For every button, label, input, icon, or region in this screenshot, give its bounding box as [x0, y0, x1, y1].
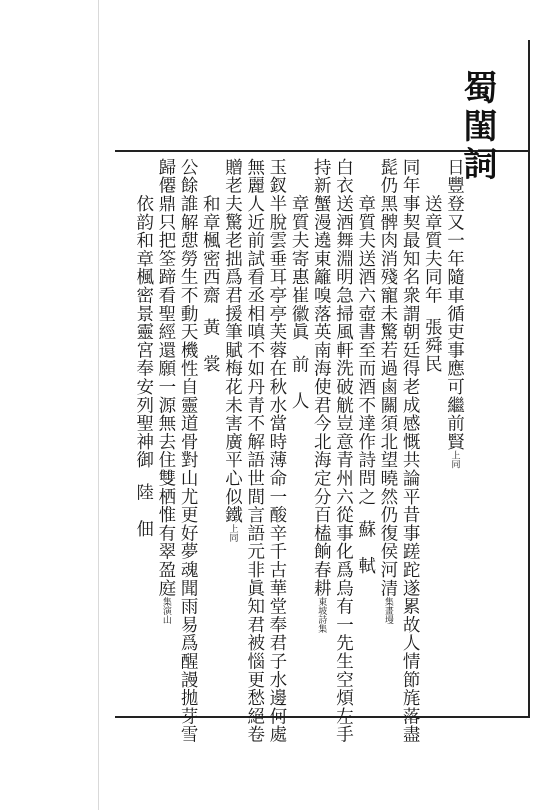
column-text: 髭仍黑髀肉消殘寵未驚若過鹵關須北望曉然仍復侯河清 — [377, 158, 398, 598]
column-source-note: 東坡詩集 — [316, 597, 327, 634]
text-column-c10 — [245, 158, 263, 744]
column-author: 黃 裳 — [200, 318, 221, 374]
text-column-c8 — [290, 158, 308, 410]
text-column-c11 — [223, 158, 241, 542]
column-author: 前 人 — [289, 355, 310, 410]
text-column-c4 — [378, 158, 396, 624]
text-column-c12 — [201, 158, 219, 373]
column-source-note: 集演山 — [160, 597, 171, 625]
column-text: 公餘誰解憇勞生不動天機性自靈道骨對山尤更好夢魂聞雨易爲醒謾拋芽雪 — [178, 158, 199, 744]
column-source-note: 集畫墁 — [382, 597, 393, 625]
text-column-c2 — [423, 158, 441, 373]
right-frame-line — [528, 40, 530, 718]
book-title: 蜀閨詞 — [457, 70, 497, 184]
column-text: 玉釵半脫雲垂耳亭亭芙蓉在秋水當時薄命一酸辛千古華堂奉君子水邊何處 — [266, 158, 287, 744]
column-text: 日豐登又一年隨車循吏事應可繼前賢 — [444, 158, 465, 451]
column-text: 贈老夫驚老拙爲君援筆賦梅花未害廣平心似鐵 — [222, 158, 243, 524]
column-text: 依韵和章楓密景靈宮奉安列聖神御 — [133, 158, 154, 470]
column-author: 陸 佃 — [133, 483, 154, 539]
column-text: 白衣送酒舞淵明急掃風軒洗破觥豈意青州六從事化爲烏有一先生空煩左手 — [333, 158, 354, 744]
column-text: 章質夫寄惠崔徽眞 — [289, 158, 310, 341]
text-column-c13 — [179, 158, 197, 744]
column-text: 同年事契最知名衆謂朝廷得老成感慨共論平昔事蹉跎遂累故人情節旄落盡 — [400, 158, 421, 744]
text-column-c15 — [134, 158, 152, 538]
text-column-c6 — [334, 158, 352, 744]
text-column-c14 — [156, 158, 174, 624]
column-author: 張舜民 — [422, 318, 443, 374]
column-source-note: 上同 — [227, 524, 238, 542]
text-column-c7 — [312, 158, 330, 633]
text-column-c9 — [267, 158, 285, 744]
column-text: 送章質夫同年 — [422, 158, 443, 305]
text-column-c5 — [356, 158, 374, 575]
column-text: 無麗人近前試看丞相嗔不如丹青不解語世間言語元非眞知君被惱更愁絕卷 — [244, 158, 265, 744]
column-source-note: 上同 — [449, 450, 460, 469]
column-text: 和章楓密西齋 — [200, 158, 221, 305]
column-author: 蘇 軾 — [355, 519, 376, 575]
text-column-c1 — [445, 158, 463, 469]
column-text: 歸僊鼎只把筌蹄看聖經還願一源無去住雙栖惟有翠盈庭 — [155, 158, 176, 598]
column-text: 持新蟹漫遶東籬嗅落英南海使君今北海定分百榼餉春耕 — [311, 158, 332, 598]
page-gutter-line — [98, 0, 99, 810]
text-column-c3 — [401, 158, 419, 744]
column-text: 章質夫送酒六壺書至而酒不達作詩問之 — [355, 158, 376, 506]
